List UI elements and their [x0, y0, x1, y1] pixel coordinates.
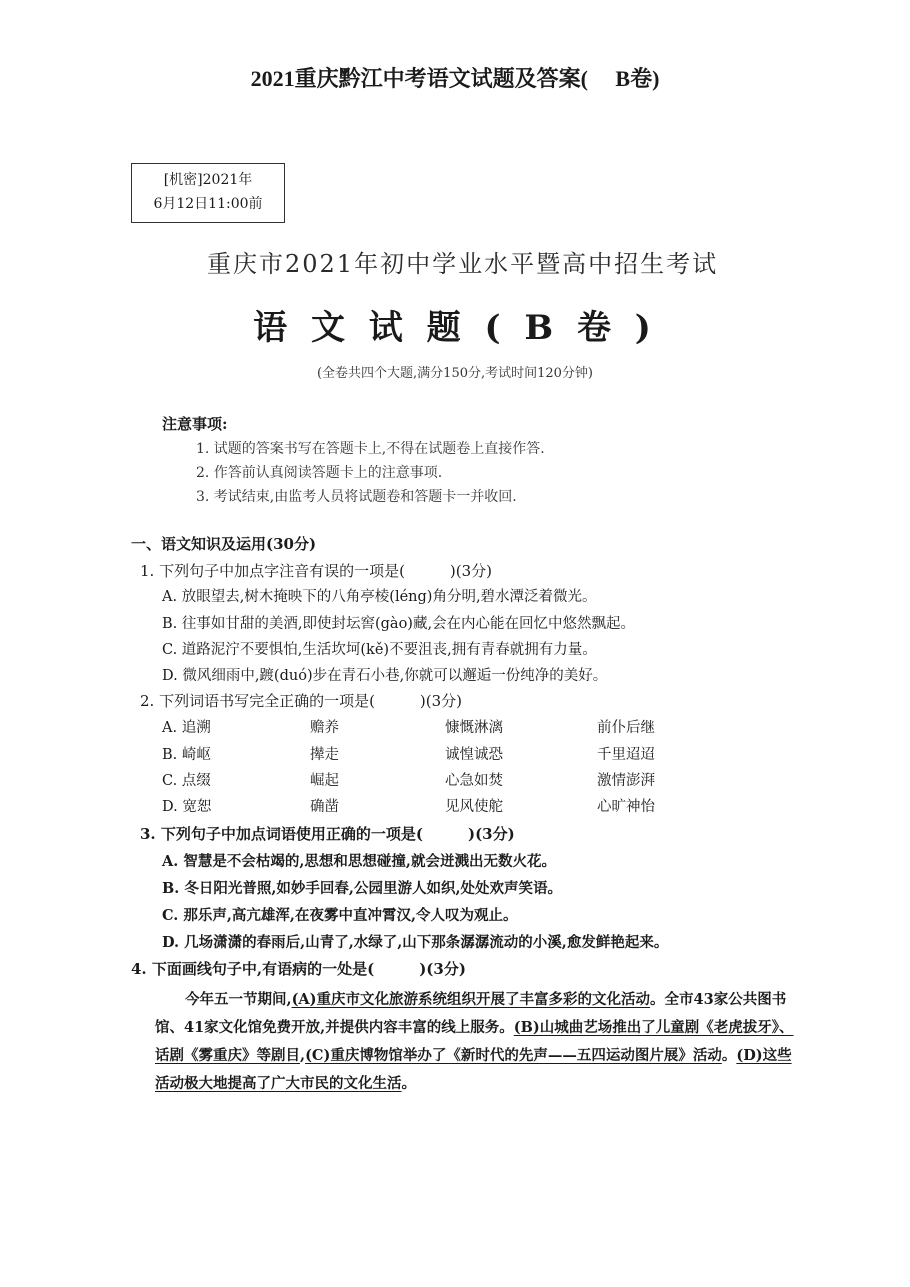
- q2-cell: 千里迢迢: [597, 747, 655, 763]
- confidential-line-2: 6月12日11:00前: [153, 196, 263, 212]
- question-1-stem: 1. 下列句子中加点字注音有误的一项是( )(3分): [140, 562, 493, 580]
- question-3-option-a: A. 智慧是不会枯竭的,思想和思想碰撞,就会迸溅出无数火花。: [162, 853, 556, 870]
- question-1-option-d: D. 微风细雨中,踱(duó)步在青石小巷,你就可以邂逅一份纯净的美好。: [162, 668, 608, 684]
- underlined-sentence-c: (C)重庆博物馆举办了《新时代的先声——五四运动图片展》活动: [305, 1047, 722, 1064]
- confidential-box: [131, 163, 285, 223]
- question-3-option-b: B. 冬日阳光普照,如妙手回春,公园里游人如织,处处欢声笑语。: [162, 880, 562, 897]
- question-3-option-c: C. 那乐声,高亢雄浑,在夜雾中直冲霄汉,令人叹为观止。: [162, 907, 518, 924]
- question-1-option-a: A. 放眼望去,树木掩映下的八角亭棱(léng)角分明,碧水潭泛着微光。: [162, 589, 597, 605]
- q2-cell: 赡养: [310, 720, 339, 736]
- question-4-stem: 4. 下面画线句子中,有语病的一处是( )(3分): [131, 960, 466, 978]
- paper-title: 语 文 试 题 ( B 卷 ): [253, 308, 657, 348]
- q2-cell: 诚惶诚恐: [445, 747, 503, 763]
- q2-cell: 崛起: [310, 773, 339, 789]
- passage-text: 。: [401, 1075, 416, 1092]
- q2-cell: B. 崎岖: [162, 747, 211, 763]
- notice-item: 1. 试题的答案书写在答题卡上,不得在试题卷上直接作答.: [196, 441, 545, 457]
- notice-item: 2. 作答前认真阅读答题卡上的注意事项.: [196, 465, 443, 481]
- section-title: 一、语文知识及运用(30分): [131, 535, 317, 553]
- q2-cell: A. 追溯: [162, 720, 211, 736]
- q2-cell: 确凿: [310, 799, 339, 815]
- passage-text: 。全市43家公共图书馆、41家文化馆免费开放,并提供内容丰富的线上服务。: [155, 991, 787, 1036]
- notice-heading: 注意事项:: [162, 415, 228, 433]
- page-title: 2021重庆黔江中考语文试题及答案( B卷): [250, 66, 660, 91]
- question-3-option-d: D. 几场潇潇的春雨后,山青了,水绿了,山下那条潺潺流动的小溪,愈发鲜艳起来。: [162, 934, 669, 951]
- passage-text: 今年五一节期间,: [185, 991, 292, 1008]
- q2-cell: 见风使舵: [445, 799, 503, 815]
- question-1-option-b: B. 往事如甘甜的美酒,即使封坛窖(gào)藏,会在内心能在回忆中悠然飘起。: [162, 616, 636, 632]
- underlined-sentence-a: (A)重庆市文化旅游系统组织开展了丰富多彩的文化活动: [291, 991, 651, 1008]
- exam-info: (全卷共四个大题,满分150分,考试时间120分钟): [316, 366, 594, 381]
- q2-cell: D. 宽恕: [162, 799, 212, 815]
- notice-item: 3. 考试结束,由监考人员将试题卷和答题卡一并收回.: [196, 489, 517, 505]
- q2-cell: 心旷神怡: [597, 799, 655, 815]
- question-3-stem: 3. 下列句子中加点词语使用正确的一项是( )(3分): [140, 825, 515, 843]
- q2-cell: 前仆后继: [597, 720, 655, 736]
- exam-name: 重庆市2021年初中学业水平暨高中招生考试: [207, 250, 719, 278]
- q2-cell: 慷慨淋漓: [445, 720, 503, 736]
- passage-text: ,: [300, 1047, 306, 1064]
- underlined-sentence-d: (D)这些活动极大地提高了广大市民的文化生活: [155, 1047, 792, 1092]
- q2-cell: 激情澎湃: [597, 773, 655, 789]
- question-4-passage: [155, 986, 795, 1098]
- q2-cell: 撵走: [310, 747, 339, 763]
- confidential-line-1: [机密]2021年: [163, 172, 253, 188]
- passage-text: 。: [721, 1047, 737, 1064]
- underlined-sentence-b: (B)山城曲艺场推出了儿童剧《老虎拔牙》、话剧《雾重庆》等剧目: [155, 1019, 794, 1064]
- q2-cell: C. 点缀: [162, 773, 211, 789]
- q2-cell: 心急如焚: [445, 773, 503, 789]
- question-2-stem: 2. 下列词语书写完全正确的一项是( )(3分): [140, 692, 463, 710]
- question-1-option-c: C. 道路泥泞不要惧怕,生活坎坷(kě)不要沮丧,拥有青春就拥有力量。: [162, 642, 597, 658]
